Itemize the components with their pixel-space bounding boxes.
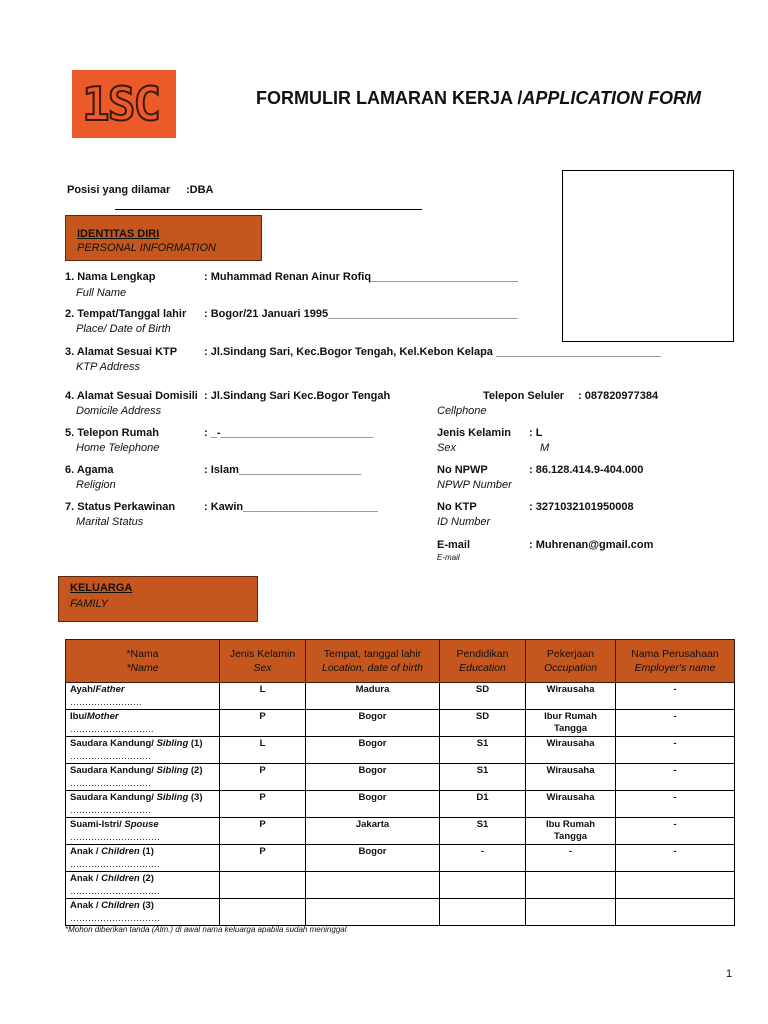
family-col-header	[306, 640, 440, 683]
member-birth-cell	[306, 899, 440, 926]
table-row	[66, 791, 735, 818]
agama-label: 6. Agama	[65, 464, 114, 476]
footnote: *Mohon diberikan tanda (Alm.) di awal nama keluarga apabila sudah meninggal	[65, 925, 347, 934]
family-col-header	[66, 640, 220, 683]
member-birth-cell: Bogor	[306, 845, 440, 872]
member-relation: Anak /	[70, 900, 102, 911]
seluler-sublabel: Cellphone	[437, 405, 487, 417]
member-relation: Anak /	[70, 846, 102, 857]
page-number: 1	[726, 968, 733, 980]
kelamin-value: : L	[529, 427, 543, 439]
table-row	[66, 737, 735, 764]
status-sublabel: Marital Status	[76, 516, 144, 528]
header-sublabel: Sex	[253, 662, 272, 674]
header-label: Jenis Kelamin	[229, 648, 296, 660]
member-relation: Saudara Kandung/	[70, 765, 157, 776]
status-value: : Kawin______________________	[204, 501, 378, 513]
telp-rumah-label: 5. Telepon Rumah	[65, 427, 159, 439]
ttl-label: 2. Tempat/Tanggal lahir	[65, 308, 187, 320]
member-relation: Ibu/	[70, 711, 87, 722]
photo-box	[562, 170, 734, 342]
member-name-cell	[66, 818, 220, 845]
section-identitas-title: IDENTITAS DIRI	[77, 228, 160, 240]
member-occupation-cell: Ibur Rumah Tangga	[526, 710, 616, 737]
member-relation-en: Sibling	[156, 738, 189, 749]
member-relation-en: Spouse	[124, 819, 159, 830]
family-col-header	[526, 640, 616, 683]
member-relation: Anak /	[70, 873, 102, 884]
member-occupation-cell: Ibu Rumah Tangga	[526, 818, 616, 845]
status-label: 7. Status Perkawinan	[65, 501, 176, 513]
member-name-blank: …………………………	[70, 886, 160, 896]
table-row	[66, 710, 735, 737]
member-index: (1)	[139, 846, 154, 857]
family-table-header	[66, 640, 735, 683]
kelamin-sublabel: Sex	[437, 442, 456, 454]
member-name-blank: ………………………	[70, 751, 151, 761]
member-name-blank: …………………………	[70, 859, 160, 869]
form-title: FORMULIR LAMARAN KERJA /APPLICATION FORM	[256, 88, 701, 108]
member-relation-en: Mother	[86, 711, 119, 722]
member-sex-cell	[220, 872, 306, 899]
member-relation-en: Sibling	[156, 765, 189, 776]
seluler-value: : 087820977384	[578, 390, 659, 402]
member-name-cell	[66, 710, 220, 737]
header-sublabel: Employer's name	[634, 662, 716, 674]
member-index: (2)	[188, 765, 203, 776]
member-employer-cell	[616, 899, 735, 926]
ttl-value: : Bogor/21 Januari 1995_______________________________	[204, 308, 518, 320]
member-sex-cell	[220, 899, 306, 926]
member-occupation-cell: Wirausaha	[526, 683, 616, 710]
member-education-cell: SD	[440, 710, 526, 737]
member-relation-en: Children	[101, 873, 140, 884]
member-employer-cell: -	[616, 710, 735, 737]
member-education-cell: S1	[440, 764, 526, 791]
logo-text: 1SC	[82, 77, 160, 131]
member-index: (1)	[188, 738, 203, 749]
section-keluarga-title: KELUARGA	[70, 582, 133, 594]
no-ktp-label: No KTP	[437, 501, 477, 513]
header-label: Tempat, tanggal lahir	[323, 648, 422, 660]
kelamin-label: Jenis Kelamin	[437, 427, 511, 439]
nama-value: : Muhammad Renan Ainur Rofiq________________________	[204, 271, 518, 283]
table-row	[66, 899, 735, 926]
member-name-cell	[66, 845, 220, 872]
family-col-header	[220, 640, 306, 683]
member-sex-cell: P	[220, 845, 306, 872]
email-value: : Muhrenan@gmail.com	[529, 539, 654, 551]
member-employer-cell: -	[616, 845, 735, 872]
no-ktp-value: : 3271032101950008	[529, 501, 634, 513]
table-row	[66, 764, 735, 791]
member-education-cell: S1	[440, 818, 526, 845]
member-name-cell	[66, 791, 220, 818]
member-relation: Suami-Istri/	[70, 819, 125, 830]
header-sublabel: *Name	[126, 662, 159, 674]
member-sex-cell: P	[220, 791, 306, 818]
member-sex-cell: P	[220, 818, 306, 845]
member-relation: Saudara Kandung/	[70, 792, 157, 803]
header-sublabel: Location, date of birth	[322, 662, 423, 674]
agama-value: : Islam____________________	[204, 464, 362, 476]
email-sublabel: E-mail	[437, 553, 460, 562]
member-birth-cell: Bogor	[306, 737, 440, 764]
member-name-blank: ……………………….	[70, 724, 154, 734]
nama-label: 1. Nama Lengkap	[65, 271, 156, 283]
member-sex-cell: P	[220, 710, 306, 737]
member-name-blank: …………………………	[70, 832, 160, 842]
family-col-header	[616, 640, 735, 683]
member-education-cell: SD	[440, 683, 526, 710]
member-index: (2)	[139, 873, 154, 884]
ktp-address-value: : Jl.Sindang Sari, Kec.Bogor Tengah, Kel.Kebon Kelapa ___________________________	[204, 346, 662, 358]
header-label: Pekerjaan	[546, 648, 595, 660]
member-birth-cell: Bogor	[306, 710, 440, 737]
header-label: Nama Perusahaan	[631, 648, 719, 660]
member-birth-cell: Bogor	[306, 764, 440, 791]
member-employer-cell: -	[616, 764, 735, 791]
header-sublabel: Education	[459, 662, 506, 674]
member-employer-cell: -	[616, 737, 735, 764]
member-employer-cell: -	[616, 683, 735, 710]
table-row	[66, 845, 735, 872]
posisi-value: :DBA	[186, 184, 214, 196]
member-occupation-cell: Wirausaha	[526, 764, 616, 791]
ttl-sublabel: Place/ Date of Birth	[76, 323, 171, 335]
family-col-header	[440, 640, 526, 683]
member-birth-cell: Madura	[306, 683, 440, 710]
table-row	[66, 818, 735, 845]
member-relation-en: Children	[101, 846, 140, 857]
member-birth-cell	[306, 872, 440, 899]
member-employer-cell: -	[616, 818, 735, 845]
nama-sublabel: Full Name	[76, 287, 127, 299]
ktp-address-label: 3. Alamat Sesuai KTP	[65, 346, 178, 358]
section-keluarga-subtitle: FAMILY	[70, 598, 108, 610]
member-occupation-cell	[526, 899, 616, 926]
member-relation-en: Father	[95, 684, 125, 695]
member-birth-cell: Jakarta	[306, 818, 440, 845]
company-logo	[72, 70, 176, 138]
member-education-cell	[440, 899, 526, 926]
member-occupation-cell	[526, 872, 616, 899]
header-label: *Nama	[126, 648, 159, 660]
member-name-cell	[66, 764, 220, 791]
telp-rumah-value: : _-_________________________	[204, 427, 374, 439]
member-relation-en: Children	[101, 900, 140, 911]
member-employer-cell	[616, 872, 735, 899]
member-name-cell	[66, 899, 220, 926]
table-row	[66, 872, 735, 899]
member-education-cell: D1	[440, 791, 526, 818]
member-birth-cell: Bogor	[306, 791, 440, 818]
npwp-sublabel: NPWP Number	[437, 479, 512, 491]
member-employer-cell: -	[616, 791, 735, 818]
posisi-label: Posisi yang dilamar	[67, 184, 171, 196]
seluler-label: Telepon Seluler	[483, 390, 565, 402]
member-occupation-cell: Wirausaha	[526, 737, 616, 764]
table-row	[66, 683, 735, 710]
domisili-label: 4. Alamat Sesuai Domisili	[65, 390, 198, 402]
member-occupation-cell: Wirausaha	[526, 791, 616, 818]
member-relation-en: Sibling	[156, 792, 189, 803]
no-ktp-sublabel: ID Number	[437, 516, 491, 528]
member-index: (3)	[139, 900, 154, 911]
member-sex-cell: P	[220, 764, 306, 791]
kelamin-subvalue: M	[540, 442, 550, 454]
member-relation: Ayah/	[70, 684, 96, 695]
section-identitas	[65, 215, 262, 261]
member-name-cell	[66, 737, 220, 764]
npwp-value: : 86.128.414.9-404.000	[529, 464, 644, 476]
ktp-address-sublabel: KTP Address	[76, 361, 140, 373]
member-name-cell	[66, 683, 220, 710]
section-identitas-subtitle: PERSONAL INFORMATION	[77, 242, 216, 254]
npwp-label: No NPWP	[437, 464, 488, 476]
agama-sublabel: Religion	[76, 479, 116, 491]
member-sex-cell: L	[220, 737, 306, 764]
member-name-cell	[66, 872, 220, 899]
member-education-cell	[440, 872, 526, 899]
domisili-value: : Jl.Sindang Sari Kec.Bogor Tengah	[204, 390, 391, 402]
member-education-cell: -	[440, 845, 526, 872]
header-sublabel: Occupation	[543, 662, 598, 674]
posisi-underline	[115, 209, 422, 210]
member-occupation-cell: -	[526, 845, 616, 872]
member-name-blank: …………………………	[70, 913, 160, 923]
member-name-blank: ………………………	[70, 778, 151, 788]
member-name-blank: ……………………	[70, 697, 142, 707]
member-education-cell: S1	[440, 737, 526, 764]
member-sex-cell: L	[220, 683, 306, 710]
email-label: E-mail	[437, 539, 471, 551]
header-label: Pendidikan	[456, 648, 509, 660]
section-keluarga	[58, 576, 258, 622]
family-table-body	[66, 683, 735, 926]
family-table	[65, 639, 735, 926]
member-name-blank: ………………………	[70, 805, 151, 815]
telp-rumah-sublabel: Home Telephone	[76, 442, 160, 454]
member-index: (3)	[188, 792, 203, 803]
member-relation: Saudara Kandung/	[70, 738, 157, 749]
domisili-sublabel: Domicile Address	[76, 405, 162, 417]
